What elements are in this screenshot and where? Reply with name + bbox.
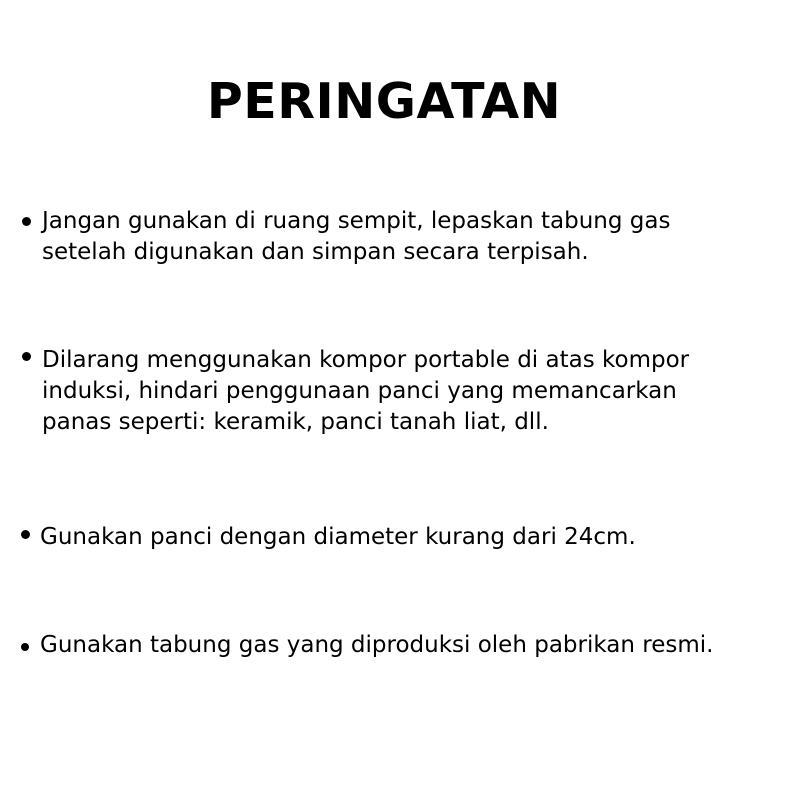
bullet-icon <box>22 352 31 361</box>
warning-text: Gunakan panci dengan diameter kurang dari 24cm. <box>40 524 636 550</box>
page-title: PERINGATAN <box>206 73 562 130</box>
bullet-icon <box>21 643 29 651</box>
warning-text: Gunakan tabung gas yang diproduksi oleh pabrikan resmi. <box>40 632 714 658</box>
bullet-icon <box>22 217 31 226</box>
warning-text: Dilarang menggunakan kompor portable di atas kompor induksi, hindari penggunaan panci yang memancarkan panas seperti: keramik, panci tanah liat, dll. <box>42 347 690 435</box>
bullet-icon <box>21 530 30 539</box>
warning-text: Jangan gunakan di ruang sempit, lepaskan tabung gas setelah digunakan dan simpan secara terpisah. <box>42 208 671 265</box>
